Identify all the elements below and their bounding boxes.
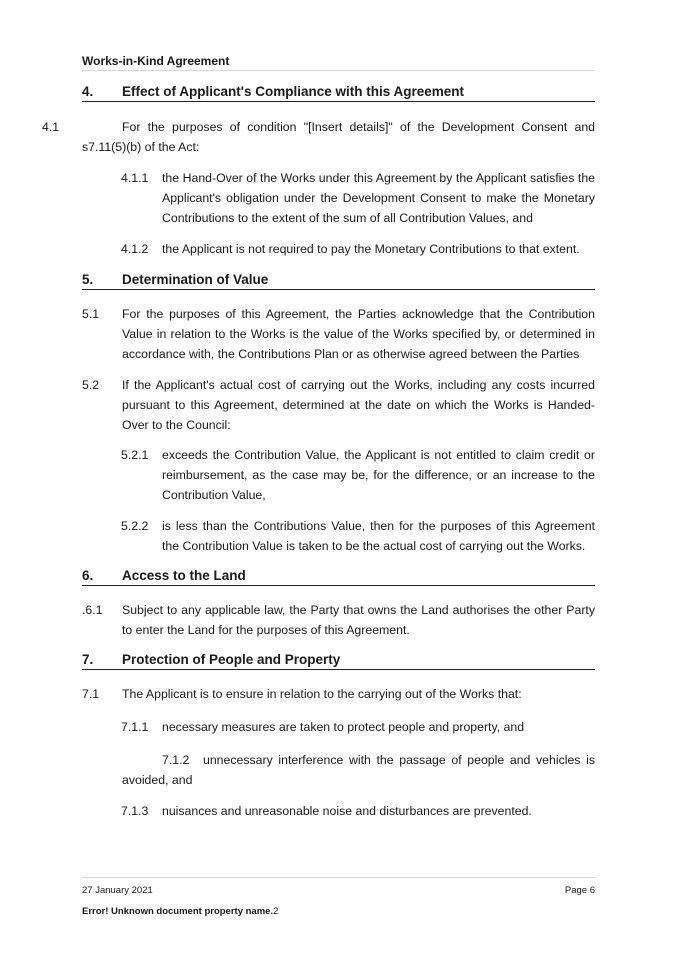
section-heading-7 [82,652,595,670]
section-number: 6. [82,568,94,583]
clause-4-1-1 [121,168,595,228]
clause-number: 4.1.2 [121,242,149,256]
clause-5-1 [82,304,595,364]
clause-number: 5.1 [82,307,100,321]
clause-number: 5.2.1 [121,448,149,462]
clause-number: 7.1 [82,687,100,701]
clause-5-2-2 [121,516,595,556]
clause-4-1-2 [121,239,595,259]
section-heading-6 [82,568,595,586]
section-title: Access to the Land [122,568,246,583]
clause-7-1-1 [121,717,595,737]
section-number: 4. [82,84,94,99]
clause-number: 4.1 [42,120,60,134]
footer-error-suffix: 2 [273,906,279,917]
clause-text: The Applicant is to ensure in relation to the carrying out of the Works that: [122,687,522,701]
section-title: Determination of Value [122,272,269,287]
clause-text: For the purposes of this Agreement, the Parties acknowledge that the Contribution Value in relation to the Works is the value of the Works specified by, or determined in accordance with, the Contributions Plan or as otherwise agreed between the Parties [122,307,595,361]
clause-number: 5.2 [82,378,100,392]
section-title: Protection of People and Property [122,652,341,667]
footer-page-number: Page 6 [564,885,595,896]
clause-7-1-2 [122,750,595,790]
clause-text: necessary measures are taken to protect people and property, and [162,720,525,734]
clause-number: .6.1 [82,603,103,617]
clause-text: If the Applicant's actual cost of carrying out the Works, including any costs incurred pursuant to this Agreement, determined at the date on which the Works is Handed-Over to the Council: [122,378,595,432]
section-heading-4 [82,84,595,102]
clause-text: Subject to any applicable law, the Party that owns the Land authorises the other Party to enter the Land for the purposes of this Agreement. [122,603,595,637]
section-heading-5 [82,272,595,290]
clause-6-1 [82,600,595,640]
clause-text: nuisances and unreasonable noise and disturbances are prevented. [162,804,532,818]
section-number: 7. [82,652,94,667]
clause-text: the Hand-Over of the Works under this Agreement by the Applicant satisfies the Applicant's obligation under the Development Consent to make the Monetary Contributions to the extent of the sum of all Contribution Values, and [162,171,595,225]
clause-number: 7.1.1 [121,720,149,734]
clause-text: exceeds the Contribution Value, the Applicant is not entitled to claim credit or reimbursement, as the case may be, for the difference, or an increase to the Contribution Value, [162,448,595,502]
clause-4-1 [42,117,595,157]
clause-text: For the purposes of condition "[Insert details]" of the Development Consent and s7.11(5)(b) of the Act: [82,120,595,154]
section-title: Effect of Applicant's Compliance with this Agreement [122,84,465,99]
footer-date: 27 January 2021 [82,885,153,896]
clause-7-1 [82,684,595,704]
clause-5-2-1 [121,445,595,505]
clause-text: unnecessary interference with the passage of people and vehicles is avoided, and [122,753,595,787]
clause-number: 5.2.2 [121,519,149,533]
footer-divider [82,877,595,878]
section-number: 5. [82,272,94,287]
clause-number: 4.1.1 [121,171,149,185]
document-header-title: Works-in-Kind Agreement [82,54,595,71]
footer-error-text: Error! Unknown document property name. [82,906,274,917]
clause-text: the Applicant is not required to pay the Monetary Contributions to that extent. [162,242,580,256]
clause-5-2 [82,375,595,435]
footer-property-error [82,906,278,917]
clause-number: 7.1.2 [162,753,190,767]
clause-text: is less than the Contributions Value, then for the purposes of this Agreement the Contribution Value is taken to be the actual cost of carrying out the Works. [162,519,595,553]
clause-number: 7.1.3 [121,804,149,818]
clause-7-1-3 [121,801,595,821]
